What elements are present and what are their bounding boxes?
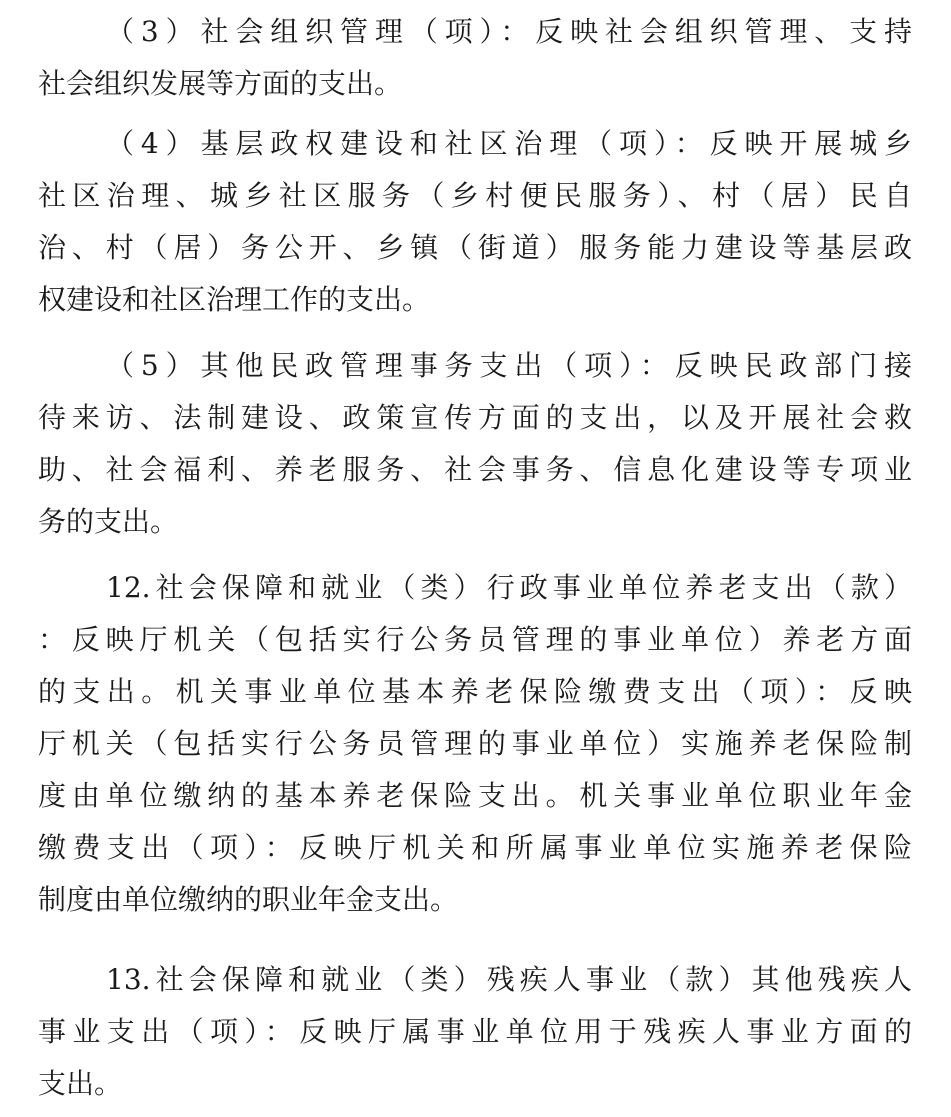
paragraph-13-line-1: 13.社会保障和就业（类）残疾人事业（款）其他残疾人 <box>106 963 912 996</box>
paragraph-13-line-2: 事业支出（项）：反映厅属事业单位用于残疾人事业方面的 <box>38 1015 912 1048</box>
paragraph-3-line-1: （3）社会组织管理（项）：反映社会组织管理、支持 <box>106 15 912 48</box>
paragraph-12-line-4: 厅机关（包括实行公务员管理的事业单位）实施养老保险制 <box>38 727 912 760</box>
paragraph-4-line-3: 治、村（居）务公开、乡镇（街道）服务能力建设等基层政 <box>38 231 912 264</box>
paragraph-5-line-2: 待来访、法制建设、政策宣传方面的支出，以及开展社会救 <box>38 401 912 434</box>
paragraph-4-line-2: 社区治理、城乡社区服务（乡村便民服务）、村（居）民自 <box>38 179 912 212</box>
paragraph-3-line-2: 社会组织发展等方面的支出。 <box>38 67 403 100</box>
paragraph-12-line-2: ：反映厅机关（包括实行公务员管理的事业单位）养老方面 <box>38 623 912 656</box>
paragraph-4-line-4: 权建设和社区治理工作的支出。 <box>38 283 431 316</box>
paragraph-5-line-1: （5）其他民政管理事务支出（项）：反映民政部门接 <box>106 349 912 382</box>
paragraph-12-line-7: 制度由单位缴纳的职业年金支出。 <box>38 883 459 916</box>
paragraph-5-line-3: 助、社会福利、养老服务、社会事务、信息化建设等专项业 <box>38 453 912 486</box>
paragraph-13-line-3: 支出。 <box>38 1067 123 1100</box>
paragraph-4-line-1: （4）基层政权建设和社区治理（项）：反映开展城乡 <box>106 127 912 160</box>
paragraph-12-line-1: 12.社会保障和就业（类）行政事业单位养老支出（款） <box>106 571 912 604</box>
paragraph-5-line-4: 务的支出。 <box>38 505 179 538</box>
paragraph-12-line-3: 的支出。机关事业单位基本养老保险缴费支出（项）：反映 <box>38 675 912 708</box>
paragraph-12-line-6: 缴费支出（项）：反映厅机关和所属事业单位实施养老保险 <box>38 831 912 864</box>
paragraph-12-line-5: 度由单位缴纳的基本养老保险支出。机关事业单位职业年金 <box>38 779 912 812</box>
